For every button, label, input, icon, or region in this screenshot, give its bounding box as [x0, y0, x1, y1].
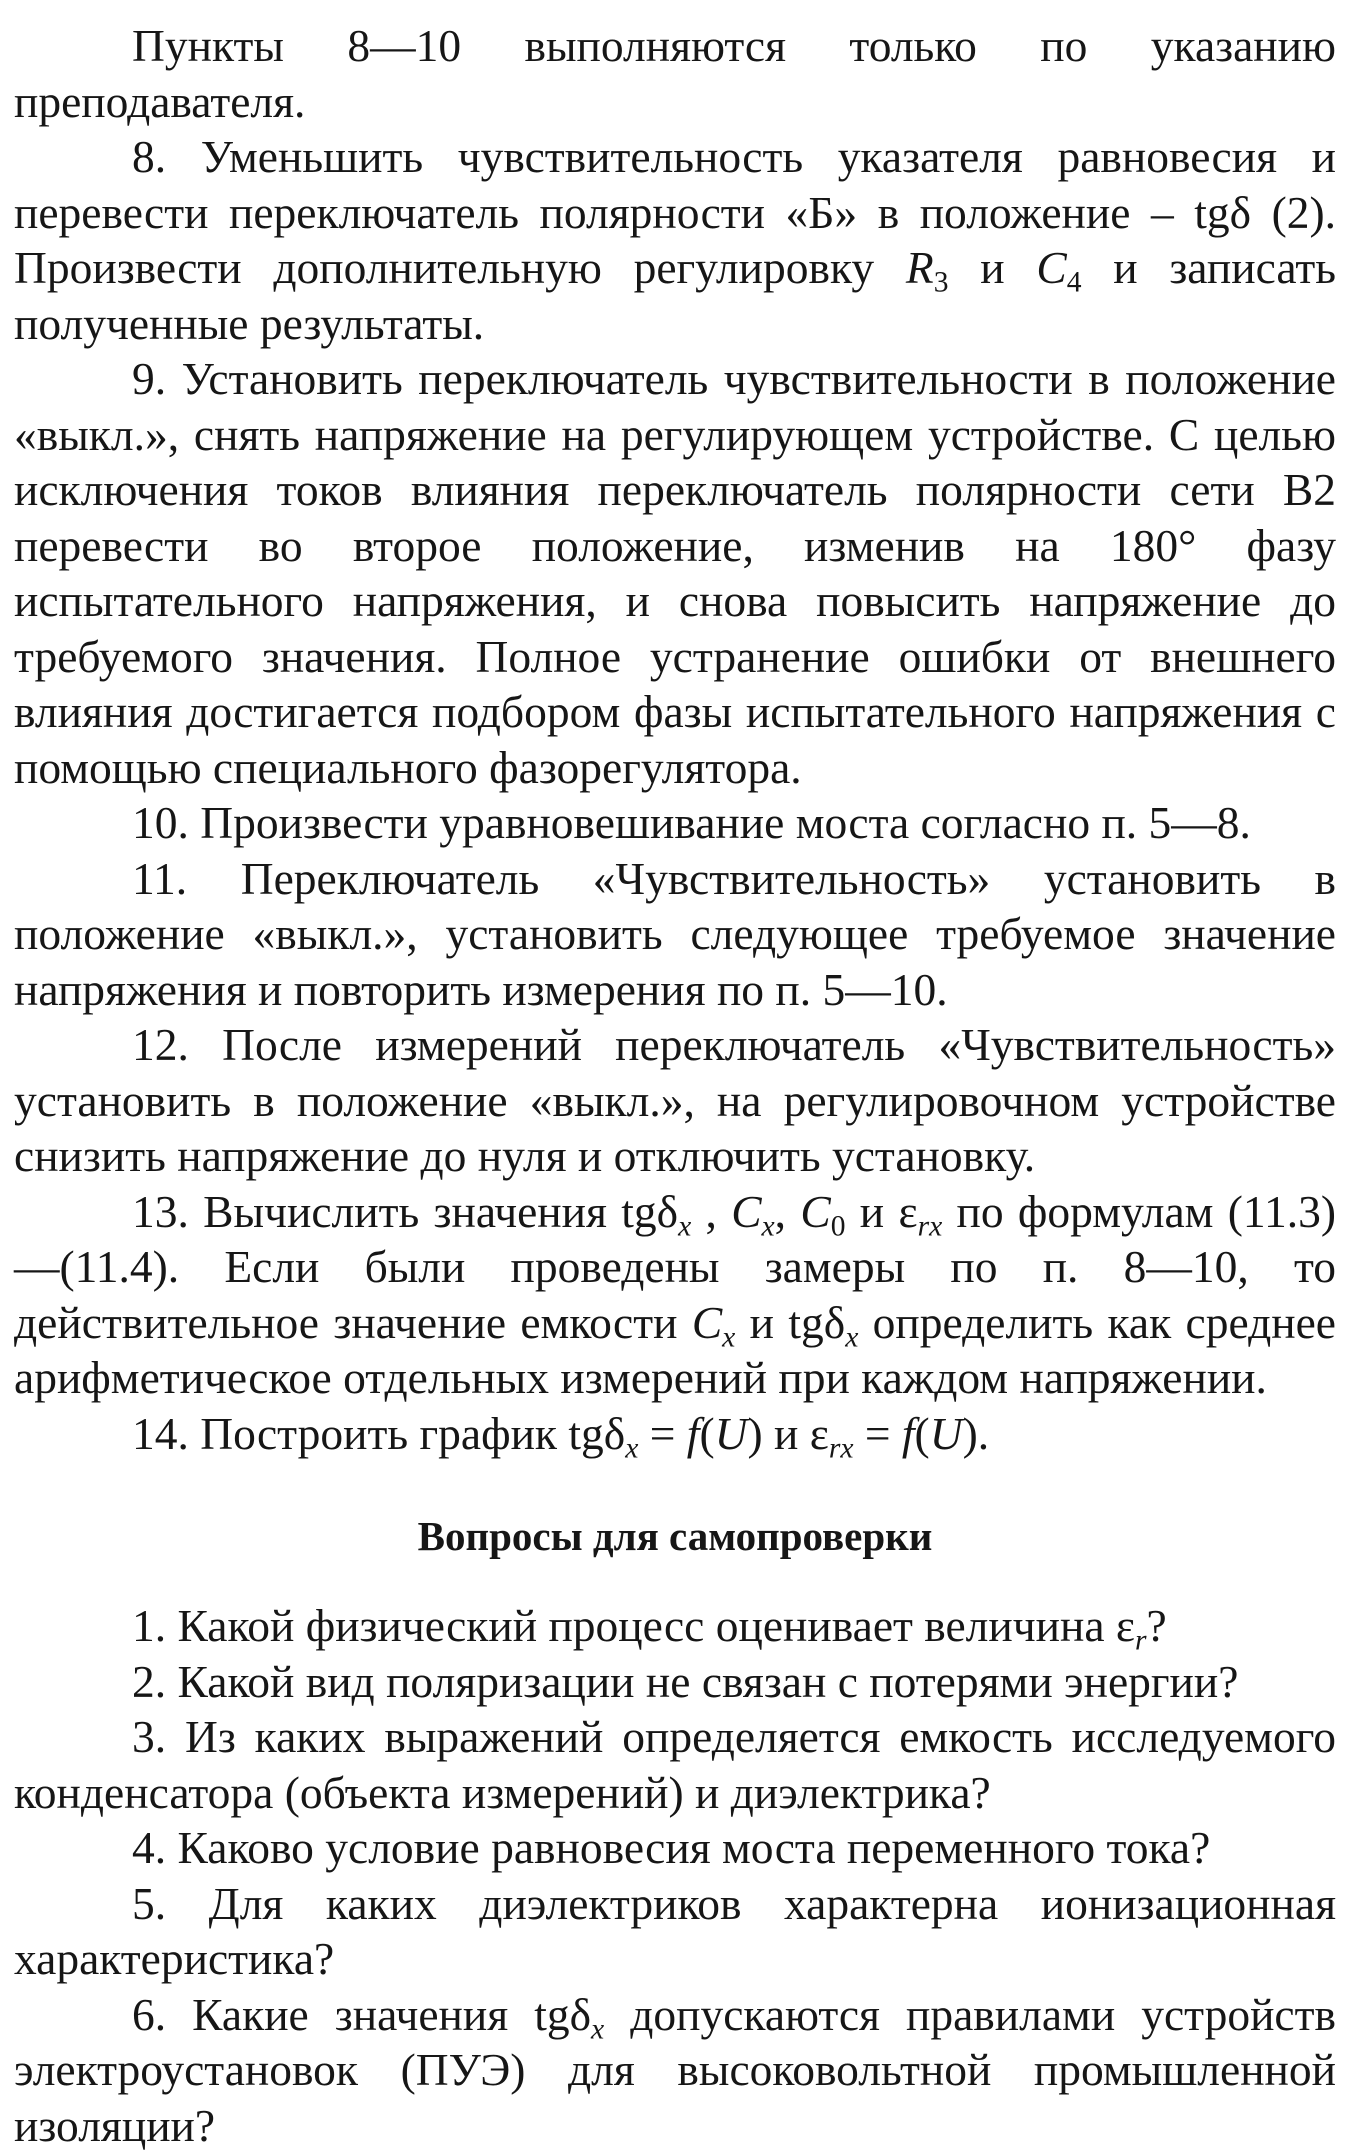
- note-paragraph: Пункты 8—10 выполняются только по указанию преподавателя.: [14, 18, 1336, 129]
- step-8: 8. Уменьшить чувствительность указателя равновесия и перевести переключатель полярности «Б» в положение – tgδ (2). Произвести дополнительную регулировку $R_3$ и $C_4$ и записать полученные результаты.: [14, 129, 1336, 351]
- step-11: 11. Переключатель «Чувствительность» установить в положение «выкл.», установить следующее требуемое значение напряжения и повторить измерения по п. 5—10.: [14, 851, 1336, 1018]
- section-heading: Вопросы для самопроверки: [14, 1509, 1336, 1564]
- question-2: 2. Какой вид поляризации не связан с потерями энергии?: [14, 1654, 1336, 1710]
- step-14: 14. Построить график tgδ$_x$ = f(U) и $\varepsilon_{rx} = f(U)$.: [14, 1406, 1336, 1462]
- question-5: 5. Для каких диэлектриков характерна ионизационная характеристика?: [14, 1876, 1336, 1987]
- question-6: 6. Какие значения tgδ$_x$ допускаются правилами устройств электроустановок (ПУЭ) для высоковольтной промышленной изоляции?: [14, 1987, 1336, 2153]
- self-check-questions: [14, 1598, 1336, 2153]
- procedure-steps: [14, 18, 1336, 1461]
- step-12: 12. После измерений переключатель «Чувствительность» установить в положение «выкл.», на регулировочном устройстве снизить напряжение до нуля и отключить установку.: [14, 1017, 1336, 1184]
- step-13: 13. Вычислить значения tgδ$_x$ , $C_x$, $C_0$ и $\varepsilon_{rx}$ по формулам (11.3) —(11.4). Если были проведены замеры по п. 8—10, то действительное значение емкости $C_x$ и tgδ$_x$ определить как среднее арифметическое отдельных измерений при каждом напряжении.: [14, 1184, 1336, 1406]
- question-1: 1. Какой физический процесс оценивает величина $\varepsilon_r$?: [14, 1598, 1336, 1654]
- step-9: 9. Установить переключатель чувствительности в положение «выкл.», снять напряжение на регулирующем устройстве. С целью исключения токов влияния переключатель полярности сети В2 перевести во второе положение, изменив на 180° фазу испытательного напряжения, и снова повысить напряжение до требуемого значения. Полное устранение ошибки от внешнего влияния достигается подбором фазы испытательного напряжения с помощью специального фазорегулятора.: [14, 351, 1336, 795]
- question-3: 3. Из каких выражений определяется емкость исследуемого конденсатора (объекта измерений) и диэлектрика?: [14, 1709, 1336, 1820]
- step-10: 10. Произвести уравновешивание моста согласно п. 5—8.: [14, 795, 1336, 851]
- question-4: 4. Каково условие равновесия моста переменного тока?: [14, 1820, 1336, 1876]
